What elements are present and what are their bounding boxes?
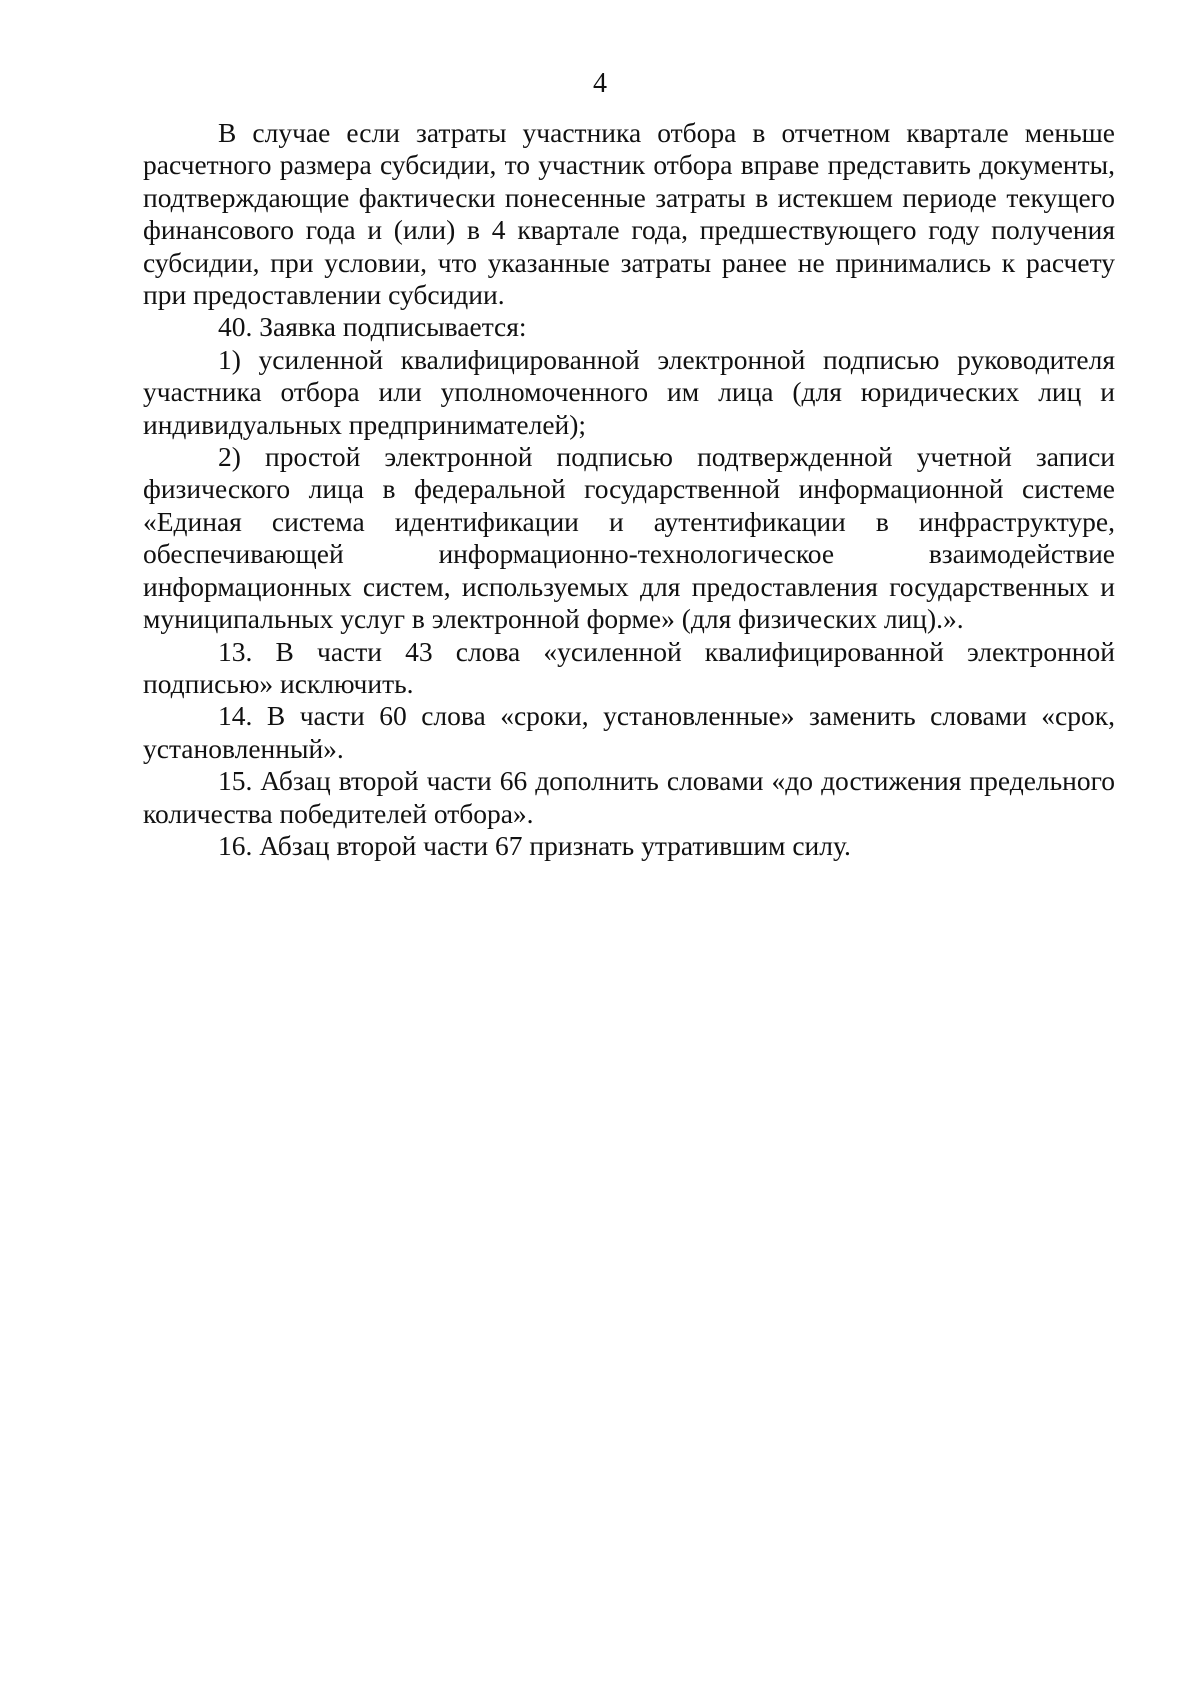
document-body xyxy=(143,117,1115,862)
page-number: 4 xyxy=(593,68,607,99)
paragraph-signing-option-1: 1) усиленной квалифицированной электронной подписью руководителя участника отбора или уполномоченного им лица (для юридических лиц и индивидуальных предпринимателей); xyxy=(143,343,1115,440)
paragraph-amendment-14: 14. В части 60 слова «сроки, установленные» заменить словами «срок, установленный». xyxy=(143,700,1115,764)
paragraph-amendment-16: 16. Абзац второй части 67 признать утратившим силу. xyxy=(218,829,851,861)
paragraph-40-application-signing: 40. Заявка подписывается: xyxy=(218,311,527,343)
paragraph-amendment-15: 15. Абзац второй части 66 дополнить словами «до достижения предельного количества победителей отбора». xyxy=(143,765,1115,829)
paragraph-costs-less-than-subsidy: В случае если затраты участника отбора в отчетном квартале меньше расчетного размера субсидии, то участник отбора вправе представить документы, подтверждающие фактически понесенные затраты в истекшем периоде текущего финансового года и (или) в 4 квартале года, предшествующего году получения субсидии, при условии, что указанные затраты ранее не принимались к расчету при предоставлении субсидии. xyxy=(143,117,1115,311)
paragraph-amendment-13: 13. В части 43 слова «усиленной квалифицированной электронной подписью» исключить. xyxy=(143,635,1115,699)
paragraph-signing-option-2: 2) простой электронной подписью подтвержденной учетной записи физического лица в федеральной государственной информационной системе «Единая система идентификации и аутентификации в инфраструктуре, обеспечивающей информационно-технологическое взаимодействие информационных систем, используемых для предоставления государственных и муниципальных услуг в электронной форме» (для физических лиц).». xyxy=(143,441,1115,635)
